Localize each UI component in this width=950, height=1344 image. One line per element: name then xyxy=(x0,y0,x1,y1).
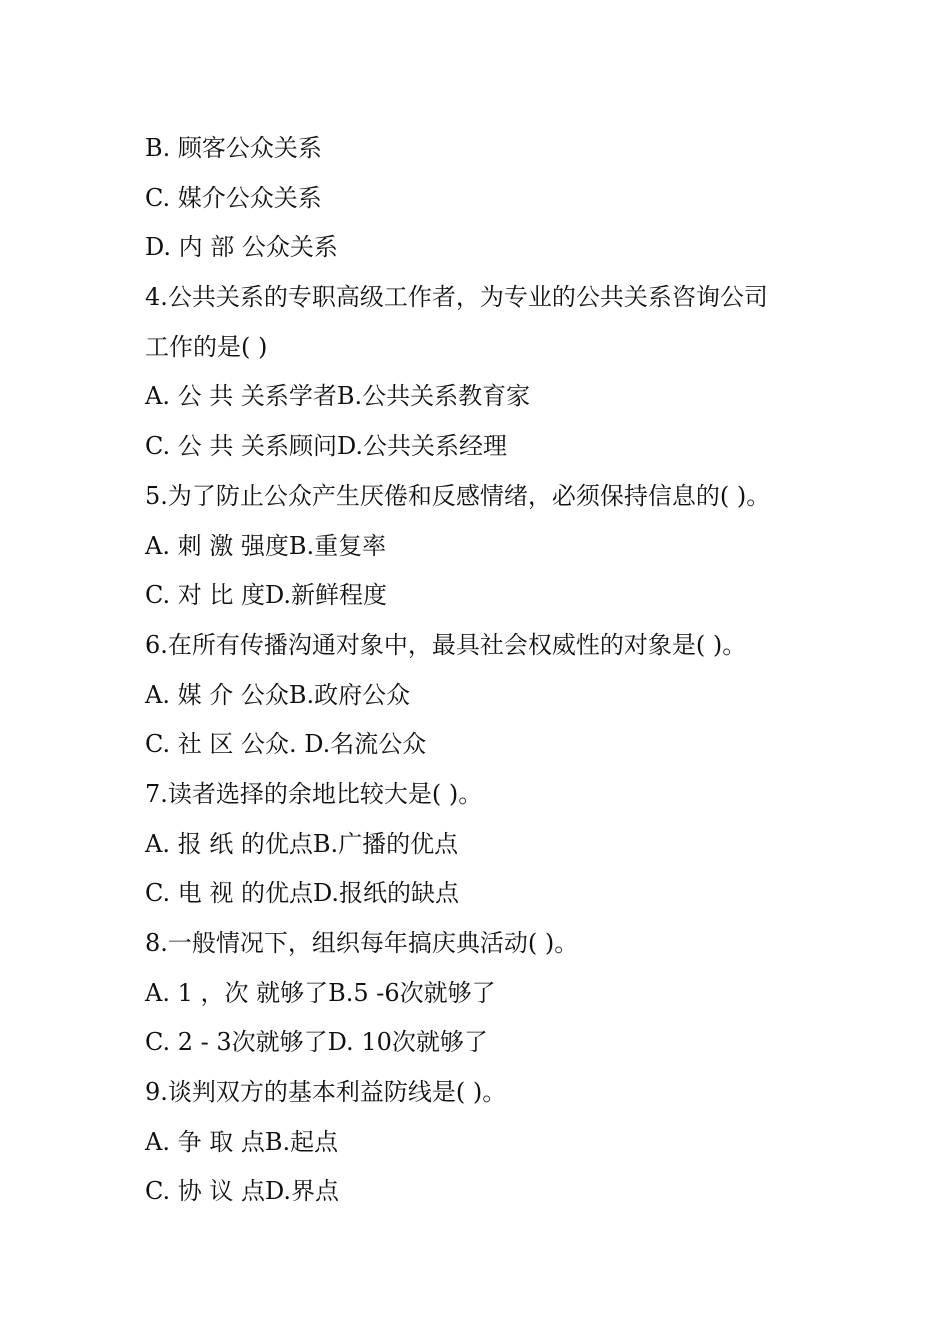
question-line: 8.一般情况下，组织每年搞庆典活动( )。 xyxy=(145,929,579,957)
option-line: C. 协 议 点D.界点 xyxy=(145,1177,340,1206)
option-line: C. 2 - 3次就够了D. 10次就够了 xyxy=(145,1028,488,1057)
option-line: A. 1 ，次 就够了B.5 -6次就够了 xyxy=(145,978,496,1007)
option-line: C. 电 视 的优点D.报纸的缺点 xyxy=(145,879,460,908)
option-line: A. 报 纸 的优点B.广播的优点 xyxy=(145,829,459,858)
option-line: A. 公 共 关系学者B.公共关系教育家 xyxy=(145,382,531,411)
question-list xyxy=(145,124,825,1217)
question-line: 工作的是( ) xyxy=(145,332,268,361)
option-line: C. 社 区 公众. D.名流公众 xyxy=(145,730,427,759)
option-line: C. 公 共 关系顾问D.公共关系经理 xyxy=(145,432,508,461)
option-line: A. 媒 介 公众B.政府公众 xyxy=(145,680,411,709)
question-line: 9.谈判双方的基本利益防线是( )。 xyxy=(145,1078,507,1107)
option-line: A. 争 取 点B.起点 xyxy=(145,1127,339,1156)
option-line: B. 顾客公众关系 xyxy=(145,134,322,162)
question-line: 7.读者选择的余地比较大是( )。 xyxy=(145,779,483,808)
question-line: 6.在所有传播沟通对象中，最具社会权威性的对象是( )。 xyxy=(145,630,747,659)
question-line: 4.公共关系的专职高级工作者，为专业的公共关系咨询公司 xyxy=(145,283,768,312)
option-line: C. 对 比 度D.新鲜程度 xyxy=(145,581,388,610)
option-line: A. 刺 激 强度B.重复率 xyxy=(145,531,387,560)
question-line: 5.为了防止公众产生厌倦和反感情绪，必须保持信息的( )。 xyxy=(145,481,771,510)
option-line: C. 媒介公众关系 xyxy=(145,183,322,212)
option-line: D. 内 部 公众关系 xyxy=(145,233,338,262)
